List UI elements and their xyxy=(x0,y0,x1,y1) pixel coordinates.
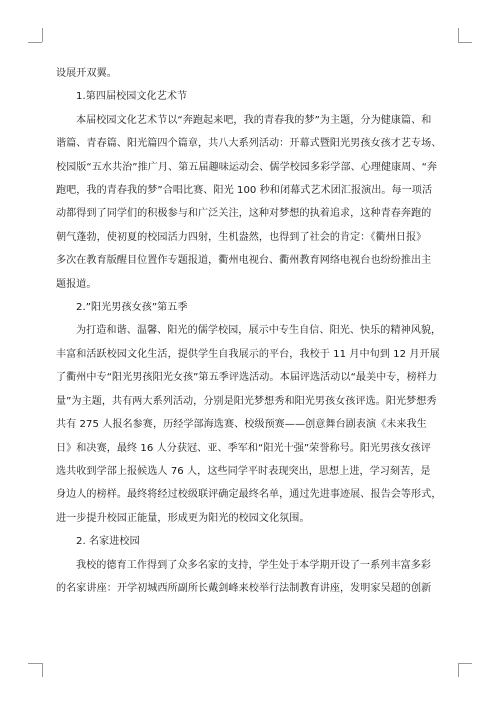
text-line: 1.第四届校园文化艺术节 xyxy=(76,91,188,103)
text-line: 丰富和活跃校园文化生活，提供学生自我展示的平台，我校于 11 月中旬到 12 月开展 xyxy=(56,348,440,360)
crop-mark-bottom-left-h xyxy=(28,663,42,664)
crop-mark-top-right-v xyxy=(458,28,459,42)
crop-mark-bottom-left-v xyxy=(42,663,43,677)
text-line: 的名家讲座：开学初城西所副所长戴剑峰来校举行法制教育讲座，发明家吴超的创新 xyxy=(56,582,432,594)
text-line: 多次在教育版醒目位置作专题报道，衢州电视台、衢州教育网络电视台也纷纷推出主 xyxy=(56,255,432,267)
text-line: 了衢州中专“阳光男孩阳光女孩”第五季评选活动。本届评选活动以“最美中专，榜样力 xyxy=(56,372,438,384)
text-line: 设展开双翼。 xyxy=(56,68,117,79)
text-line: 本届校园文化艺术节以“奔跑起来吧，我的青春我的梦”为主题，分为健康篇、和 xyxy=(76,114,432,126)
text-line: 共有 275 人报名参赛，历经学部海选赛、校级预赛——创意舞台剧表演《未来我生 xyxy=(56,419,427,431)
crop-mark-top-left-v xyxy=(42,28,43,42)
text-line: 身边人的榜样。最终将经过校级联评确定最终名单，通过先进事迹展、报告会等形式， xyxy=(56,489,442,501)
crop-mark-bottom-right-v xyxy=(458,663,459,677)
text-line: 进一步提升校园正能量，形成更为阳光的校园文化氛围。 xyxy=(56,512,310,524)
text-line: 跑吧，我的青春我的梦”合唱比赛、阳光 100 秒和闭幕式艺术团汇报演出。每一项活 xyxy=(56,185,433,197)
text-line: 选共收到学部上报候选人 76 人，这些同学平时表现突出，思想上进，学习刻苦，是 xyxy=(56,465,431,477)
text-line: 为打造和谐、温馨、阳光的儒学校园，展示中专生自信、阳光、快乐的精神风貌， xyxy=(76,325,442,337)
document-body xyxy=(56,62,448,600)
crop-mark-top-left-h xyxy=(28,42,42,43)
text-line: 我校的德育工作得到了众多名家的支持，学生处于本学期开设了一系列丰富多彩 xyxy=(76,559,432,571)
text-line: 2. 名家进校园 xyxy=(76,536,140,548)
text-line: 题报道。 xyxy=(56,278,97,290)
text-line: 量”为主题，共有两大系列活动，分别是阳光梦想秀和阳光男孩女孩评选。阳光梦想秀 xyxy=(56,395,437,407)
crop-mark-top-right-h xyxy=(458,42,472,43)
text-line: 校园版“五水共治”推广月、第五届趣味运动会、儒学校园多彩学部、心理健康周、“奔 xyxy=(56,161,438,173)
text-line: 谐篇、青春篇、阳光篇四个篇章，共八大系列活动：开幕式暨阳光男孩女孩才艺专场、 xyxy=(56,138,442,150)
text-line: 朝气蓬勃，使初夏的校园活力四射，生机盎然，也得到了社会的肯定：《衢州日报》 xyxy=(56,231,427,243)
text-line: 日》和决赛，最终 16 人分获冠、亚、季军和“阳光十强”荣誉称号。阳光男孩女孩评 xyxy=(56,442,431,454)
text-line: 动都得到了同学们的积极参与和广泛关注，这种对梦想的执着追求，这种青春奔跑的 xyxy=(56,208,432,220)
text-line: 2.”阳光男孩女孩”第五季 xyxy=(76,302,188,314)
crop-mark-bottom-right-h xyxy=(458,663,472,664)
